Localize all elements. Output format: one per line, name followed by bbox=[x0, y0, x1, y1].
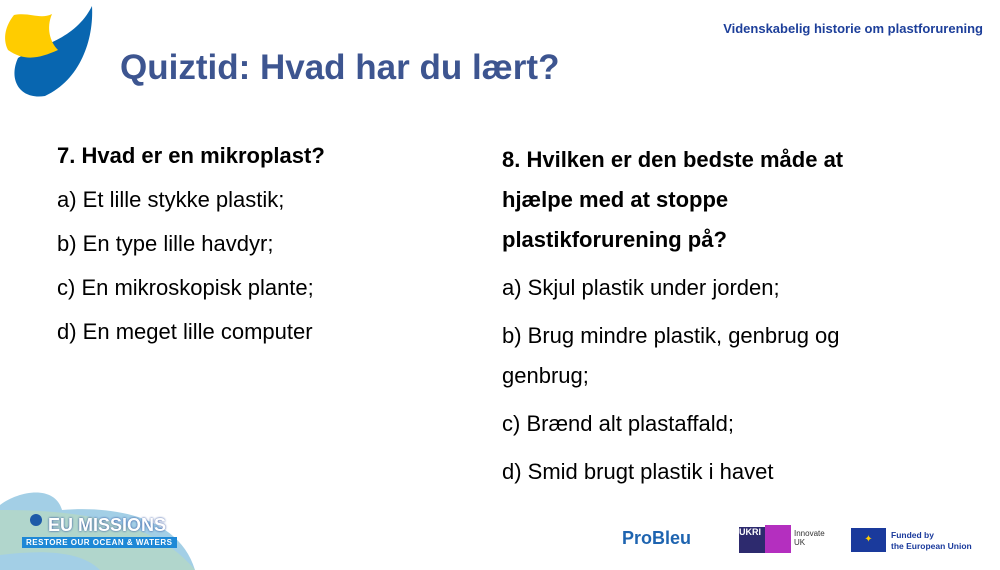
probleu-logo: ProBleu bbox=[622, 528, 692, 548]
eu-missions-logo bbox=[0, 480, 200, 570]
innovate-logo-block bbox=[765, 525, 791, 553]
ukri-logo: UKRI bbox=[739, 527, 765, 553]
option-d: d) En meget lille computer bbox=[57, 319, 313, 344]
logo-icon bbox=[0, 0, 100, 100]
option-c: c) Brænd alt plastaffald; bbox=[502, 411, 734, 436]
eu-flag-icon: ✦ bbox=[851, 528, 886, 552]
funded-line-1: Funded by bbox=[891, 530, 934, 540]
option-a: a) Et lille stykke plastik; bbox=[57, 187, 285, 212]
option-c: c) En mikroskopisk plante; bbox=[57, 275, 314, 300]
funded-line-2: the European Union bbox=[891, 541, 972, 551]
eu-missions-text: EU MISSIONS bbox=[48, 515, 167, 535]
question-text: 8. Hvilken er den bedste måde at bbox=[502, 147, 844, 172]
innovate-uk-label: Innovate UK bbox=[794, 529, 825, 547]
header-subtitle: Videnskabelig historie om plastforurening bbox=[723, 21, 983, 36]
question-7 bbox=[57, 134, 457, 354]
question-text: 7. Hvad er en mikroplast? bbox=[57, 143, 325, 168]
question-8 bbox=[502, 140, 922, 492]
eu-missions-sub: RESTORE OUR OCEAN & WATERS bbox=[22, 537, 177, 548]
option-b: b) En type lille havdyr; bbox=[57, 231, 274, 256]
question-text: plastikforurening på? bbox=[502, 227, 727, 252]
option-b-cont: genbrug; bbox=[502, 363, 589, 388]
question-text: hjælpe med at stoppe bbox=[502, 187, 729, 212]
option-d: d) Smid brugt plastik i havet bbox=[502, 459, 774, 484]
page-title: Quiztid: Hvad har du lært? bbox=[120, 48, 560, 87]
option-b: b) Brug mindre plastik, genbrug og bbox=[502, 323, 840, 348]
option-a: a) Skjul plastik under jorden; bbox=[502, 275, 780, 300]
funded-by-eu bbox=[891, 530, 972, 552]
